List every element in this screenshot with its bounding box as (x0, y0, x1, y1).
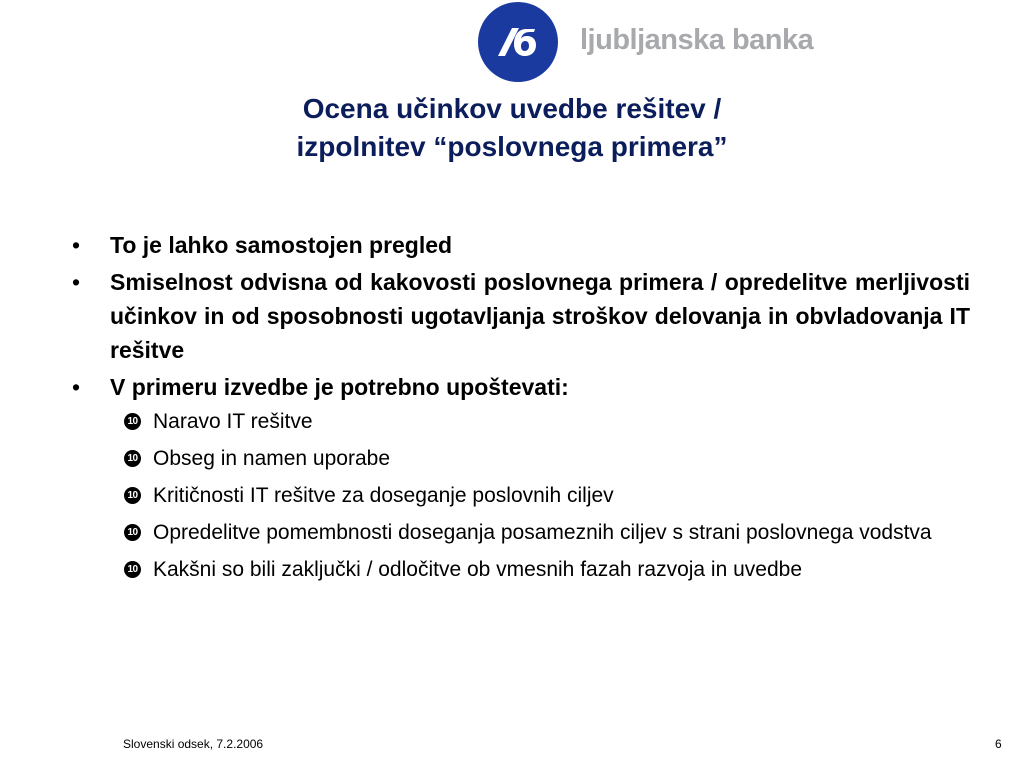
sub-item-text: Opredelitve pomembnosti doseganja posameznih ciljev s strani poslovnega vodstva (153, 521, 932, 544)
bullet-marker: • (72, 374, 81, 400)
bullet-item (70, 228, 970, 262)
sub-item (124, 555, 970, 585)
sub-item-text: Obseg in namen uporabe (153, 447, 390, 470)
bank-logo-icon (478, 2, 558, 82)
number-ten-icon: 10 (124, 561, 141, 578)
slide-title-line-2: izpolnitev “poslovnega primera” (296, 131, 728, 162)
number-ten-icon: 10 (124, 524, 141, 541)
number-ten-icon: 10 (124, 413, 141, 430)
sub-item-text: Naravo IT rešitve (153, 410, 313, 433)
bullet-item (70, 370, 970, 404)
number-ten-icon: 10 (124, 450, 141, 467)
bullet-text: V primeru izvedbe je potrebno upoštevati: (110, 374, 569, 400)
bullet-text: Smiselnost odvisna od kakovosti poslovnega primera / opredelitve merljivosti učinkov in od sposobnosti ugotavljanja stroškov delovanja in obvladovanja IT rešitve (110, 269, 970, 363)
sub-item (124, 518, 970, 548)
sub-item-text: Kakšni so bili zaključki / odločitve ob vmesnih fazah razvoja in uvedbe (153, 558, 803, 581)
sub-list (124, 407, 970, 585)
sub-item (124, 407, 970, 437)
bank-name: ljubljanska banka (580, 23, 814, 56)
sub-item-text: Kritičnosti IT rešitve za doseganje poslovnih ciljev (153, 484, 614, 507)
bank-logo (478, 2, 813, 82)
sub-item (124, 481, 970, 511)
slide-content (70, 228, 970, 592)
slide-title-line-1: Ocena učinkov uvedbe rešitev / (302, 93, 722, 124)
page-number: 6 (995, 737, 1002, 751)
slide-title (0, 90, 1024, 166)
number-ten-icon: 10 (124, 487, 141, 504)
bullet-text: To je lahko samostojen pregled (110, 232, 453, 258)
bullet-marker: • (72, 232, 81, 258)
footer-text: Slovenski odsek, 7.2.2006 (123, 737, 264, 751)
sub-item (124, 444, 970, 474)
bullet-marker: • (72, 269, 81, 295)
bullet-item (70, 265, 970, 367)
